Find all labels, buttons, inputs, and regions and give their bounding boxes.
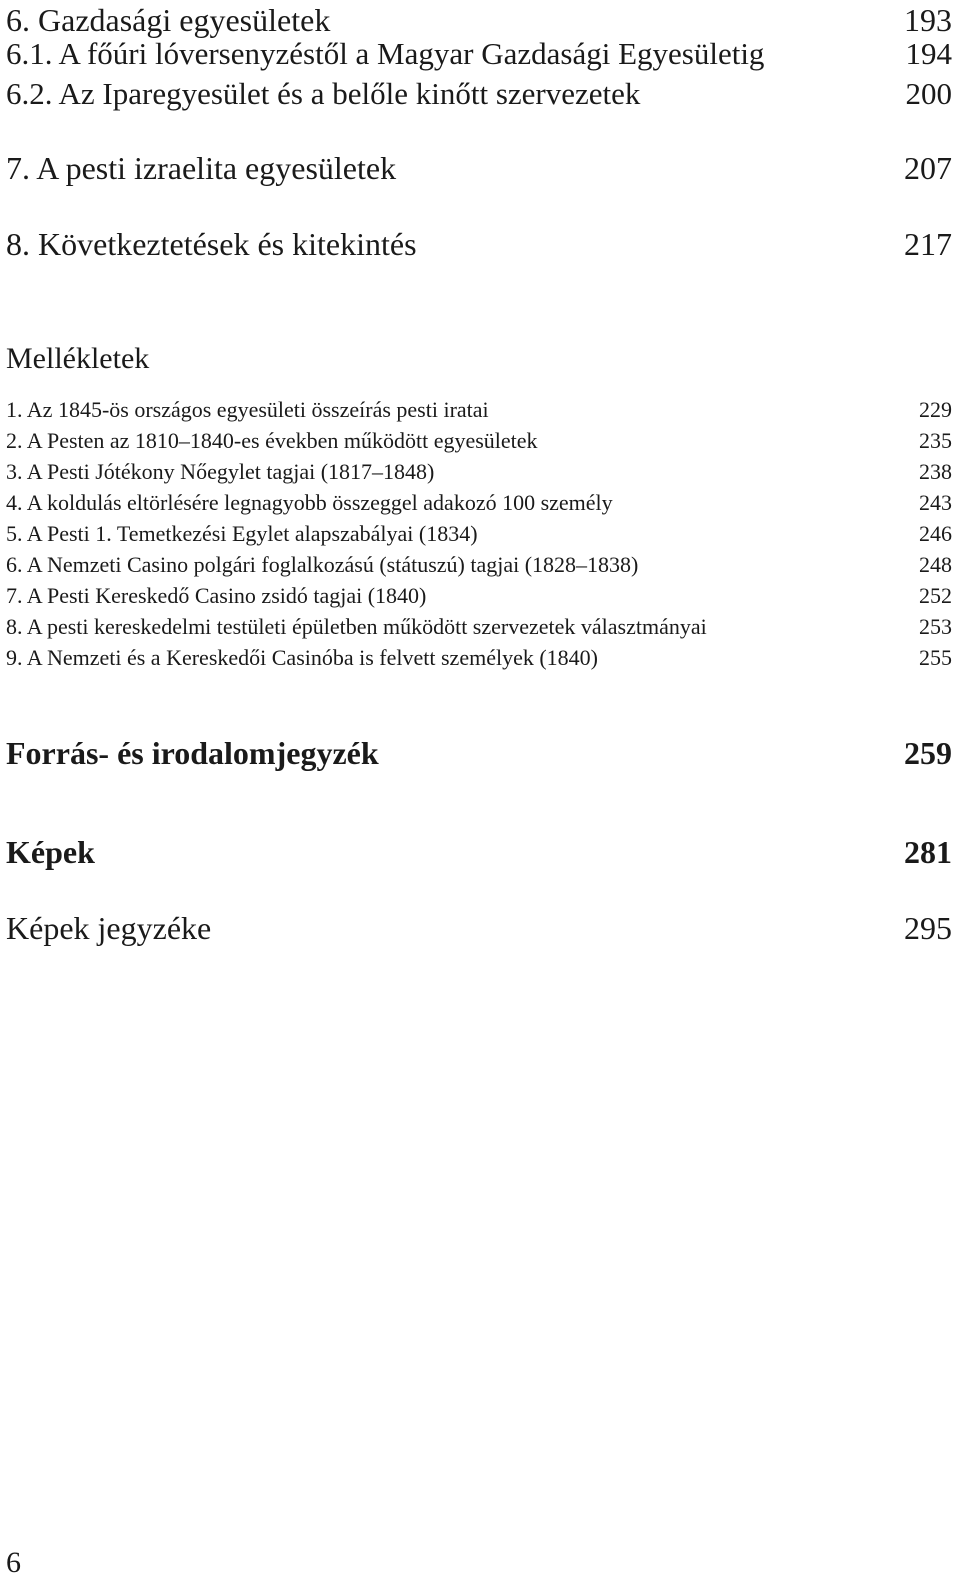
toc-entry-page: 238 <box>919 459 952 484</box>
toc-entry-page: 252 <box>919 583 952 608</box>
toc-entry <box>6 910 952 947</box>
toc-entry-title: 2. A Pesten az 1810–1840-es években működött egyesületek <box>6 428 538 453</box>
toc-entry-page: 255 <box>919 645 952 670</box>
toc-entry-title: 6. Gazdasági egyesületek <box>6 2 331 38</box>
toc-entry-title: 9. A Nemzeti és a Kereskedői Casinóba is felvett személyek (1840) <box>6 645 598 670</box>
toc-entry-page: 243 <box>919 490 952 515</box>
appendix-title: Mellékletek <box>6 342 150 375</box>
toc-entry <box>6 735 952 772</box>
toc-entry <box>6 614 952 640</box>
toc-entry <box>6 521 952 547</box>
toc-entry <box>6 583 952 609</box>
toc-entry-title: 6. A Nemzeti Casino polgári foglalkozású (státuszú) tagjai (1828–1838) <box>6 552 639 577</box>
page-number: 6 <box>6 1546 21 1579</box>
toc-entry <box>6 428 952 454</box>
toc-entry-page: 281 <box>904 834 952 870</box>
toc-entry-page: 200 <box>905 76 952 111</box>
toc-entry-page: 253 <box>919 614 952 639</box>
toc-entry-page: 235 <box>919 428 952 453</box>
toc-entry-page: 246 <box>919 521 952 546</box>
toc-entry-title: Forrás- és irodalomjegyzék <box>6 735 379 771</box>
toc-entry <box>6 459 952 485</box>
toc-entry <box>6 150 952 187</box>
toc-entry-page: 194 <box>905 36 952 71</box>
toc-entry-page: 248 <box>919 552 952 577</box>
toc-entry-title: 6.2. Az Iparegyesület és a belőle kinőtt szervezetek <box>6 76 641 111</box>
toc-entry-title: Képek <box>6 834 95 870</box>
toc-entry <box>6 552 952 578</box>
toc-entry-page: 295 <box>904 910 952 946</box>
toc-entry-page: 207 <box>904 150 952 186</box>
toc-entry-page: 229 <box>919 397 952 422</box>
toc-entry-title: Képek jegyzéke <box>6 910 212 946</box>
toc-entry <box>6 76 952 112</box>
toc-entry-title: 8. Következtetések és kitekintés <box>6 226 417 262</box>
toc-entry-title: 7. A pesti izraelita egyesületek <box>6 150 397 186</box>
toc-entry <box>6 2 952 39</box>
toc-entry-page: 193 <box>904 2 952 38</box>
toc-entry-title: 5. A Pesti 1. Temetkezési Egylet alapszabályai (1834) <box>6 521 478 546</box>
toc-entry <box>6 490 952 516</box>
toc-entry <box>6 834 952 871</box>
toc-entry-title: 6.1. A főúri lóversenyzéstől a Magyar Gazdasági Egyesületig <box>6 36 765 71</box>
toc-entry-title: 3. A Pesti Jótékony Nőegylet tagjai (1817–1848) <box>6 459 435 484</box>
toc-entry <box>6 36 952 72</box>
toc-entry-title: 8. A pesti kereskedelmi testületi épületben működött szervezetek választmányai <box>6 614 707 639</box>
toc-entry-title: 7. A Pesti Kereskedő Casino zsidó tagjai (1840) <box>6 583 427 608</box>
toc-entry-title: 1. Az 1845-ös országos egyesületi összeírás pesti iratai <box>6 397 489 422</box>
toc-entry-title: 4. A koldulás eltörlésére legnagyobb összeggel adakozó 100 személy <box>6 490 613 515</box>
toc-entry <box>6 397 952 423</box>
toc-entry <box>6 226 952 263</box>
toc-entry-page: 217 <box>904 226 952 262</box>
toc-entry-page: 259 <box>904 735 952 771</box>
toc-entry <box>6 645 952 671</box>
